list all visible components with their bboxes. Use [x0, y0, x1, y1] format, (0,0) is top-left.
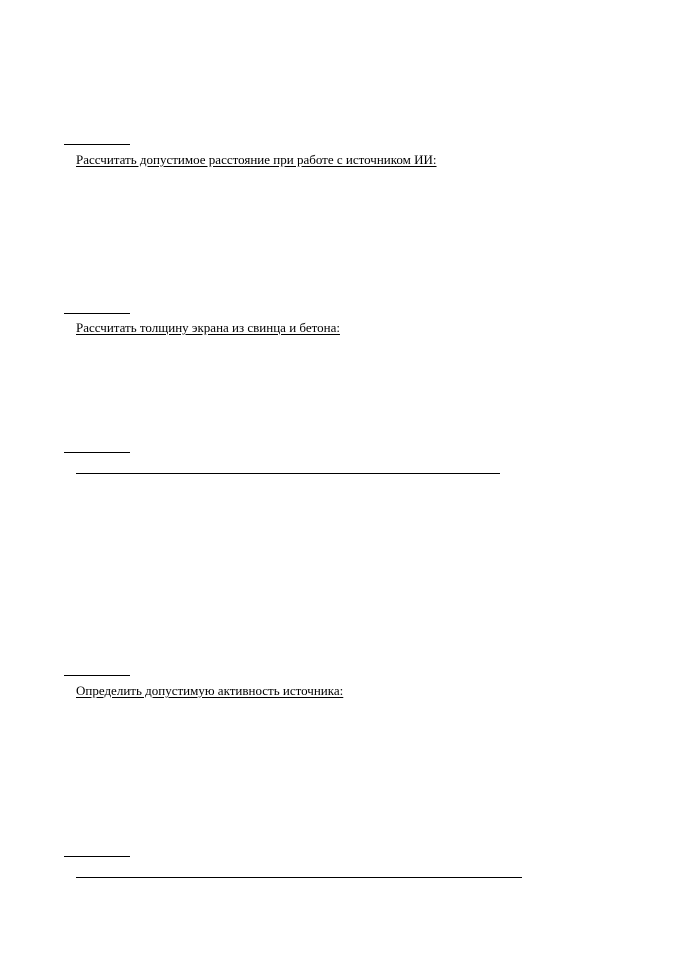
section-rule-5 [64, 856, 130, 857]
section-rule-4 [64, 675, 130, 676]
section-rule-2 [64, 313, 130, 314]
section-rule-3 [64, 452, 130, 453]
blank-answer-line-1 [76, 473, 500, 474]
task-shield-thickness-heading: Рассчитать толщину экрана из свинца и бетона: [76, 320, 340, 335]
blank-answer-line-2 [76, 877, 522, 878]
task-activity-heading: Определить допустимую активность источника: [76, 683, 344, 698]
section-rule-1 [64, 144, 130, 145]
task-distance-heading: Рассчитать допустимое расстояние при работе с источником ИИ: [76, 152, 437, 167]
